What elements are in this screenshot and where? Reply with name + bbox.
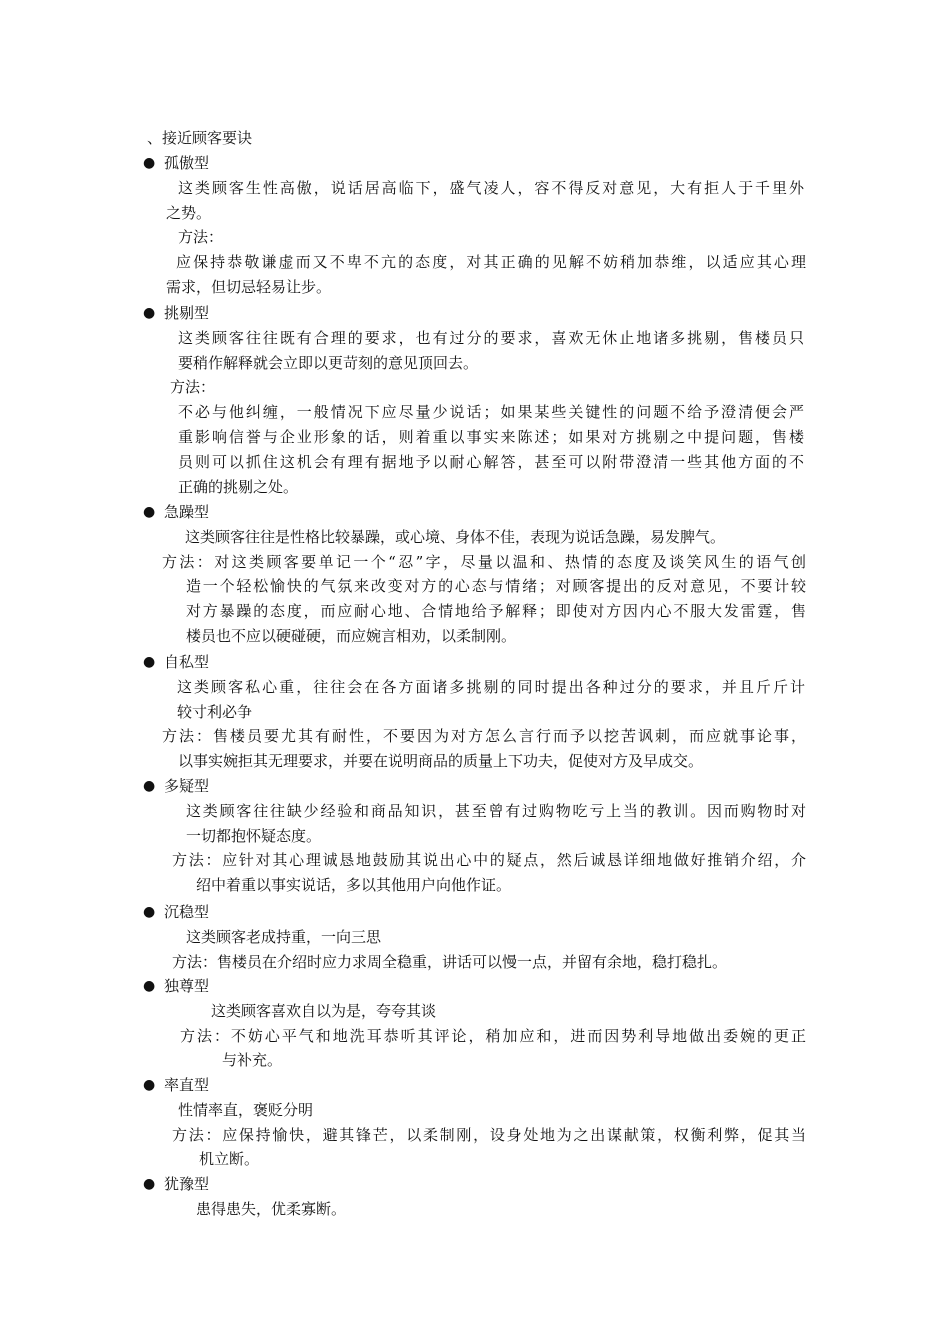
section-heading: 挑剔型 <box>164 304 210 322</box>
bullet-icon: ● <box>143 1176 156 1192</box>
section-heading: 自私型 <box>164 653 210 671</box>
body-text-line: 重影响信誉与企业形象的话，则着重以事实来陈述；如果对方挑剔之中提问题，售楼 <box>178 428 804 446</box>
body-text-line: 应保持恭敬谦虚而又不卑不亢的态度，对其正确的见解不妨稍加恭维，以适应其心理 <box>176 253 806 272</box>
body-text-line: 机立断。 <box>199 1150 260 1169</box>
body-text-line: 这类顾客老成持重，一向三思 <box>186 927 382 946</box>
body-text-line: 绍中着重以事实说话，多以其他用户向他作证。 <box>196 876 512 895</box>
section-heading: 沉稳型 <box>164 903 210 921</box>
body-text-line: 性情率直，褒贬分明 <box>178 1100 314 1119</box>
body-text-line: 一切都抱怀疑态度。 <box>186 826 322 845</box>
body-text-line: 方法：售楼员要尤其有耐性，不要因为对方怎么言行而予以挖苦讽刺，而应就事论事， <box>162 727 806 746</box>
bullet-icon: ● <box>143 904 156 920</box>
body-text-line: 患得患失，优柔寡断。 <box>196 1199 347 1218</box>
bullet-icon: ● <box>143 978 156 994</box>
document-title: 、接近顾客要诀 <box>147 129 253 147</box>
body-text-line: 对方暴躁的态度，而应耐心地、合情地给予解释；即使对方因内心不服大发雷霆，售 <box>186 602 806 621</box>
body-text-line: 较寸利必争 <box>177 702 253 721</box>
bullet-icon: ● <box>143 778 156 794</box>
body-text-line: 这类顾客喜欢自以为是，夸夸其谈 <box>211 1001 437 1020</box>
body-text-line: 员则可以抓住这机会有理有据地予以耐心解答，甚至可以附带澄清一些其他方面的不 <box>178 452 804 471</box>
body-text-line: 需求，但切忌轻易让步。 <box>166 278 332 296</box>
bullet-icon: ● <box>143 155 156 171</box>
body-text-line: 方法： <box>170 378 216 397</box>
body-text-line: 之势。 <box>166 203 212 222</box>
body-text-line: 这类顾客往往是性格比较暴躁，或心境、身体不佳，表现为说话急躁，易发脾气。 <box>185 527 726 546</box>
section-heading: 多疑型 <box>164 777 210 795</box>
body-text-line: 正确的挑剔之处。 <box>178 477 299 496</box>
body-text-line: 这类顾客私心重，往往会在各方面诸多挑剔的同时提出各种过分的要求，并且斤斤计 <box>177 677 805 696</box>
body-text-line: 与补充。 <box>222 1051 283 1070</box>
body-text-line: 造一个轻松愉快的气氛来改变对方的心态与情绪；对顾客提出的反对意见，不要计较 <box>186 577 806 596</box>
section-heading: 孤傲型 <box>164 154 210 172</box>
body-text-line: 这类顾客生性高傲，说话居高临下，盛气凌人，容不得反对意见，大有拒人于千里外 <box>178 178 804 197</box>
bullet-icon: ● <box>143 654 156 670</box>
body-text-line: 方法：应保持愉快，避其锋芒，以柔制刚，设身处地为之出谋献策，权衡利弊，促其当 <box>172 1125 806 1144</box>
body-text-line: 以事实婉拒其无理要求，并要在说明商品的质量上下功夫，促使对方及早成交。 <box>178 752 704 771</box>
body-text-line: 不必与他纠缠，一般情况下应尽量少说话；如果某些关键性的问题不给予澄清便会严 <box>178 403 804 422</box>
bullet-icon: ● <box>143 305 156 321</box>
body-text-line: 这类顾客往往既有合理的要求，也有过分的要求，喜欢无休止地诸多挑剔，售楼员只 <box>178 328 804 347</box>
section-heading: 急躁型 <box>164 503 210 521</box>
body-text-line: 方法：对这类顾客要单记一个“忍”字，尽量以温和、热情的态度及谈笑风生的语气创 <box>162 552 806 571</box>
section-heading: 独尊型 <box>164 977 210 995</box>
body-text-line: 要稍作解释就会立即以更苛刻的意见顶回去。 <box>178 353 479 372</box>
bullet-icon: ● <box>143 504 156 520</box>
body-text-line: 方法：不妨心平气和地洗耳恭听其评论，稍加应和，进而因势利导地做出委婉的更正 <box>180 1026 806 1045</box>
body-text-line: 这类顾客往往缺少经验和商品知识，甚至曾有过购物吃亏上当的教训。因而购物时对 <box>186 801 806 820</box>
body-text-line: 楼员也不应以硬碰硬，而应婉言相劝，以柔制刚。 <box>186 627 517 645</box>
section-heading: 率直型 <box>164 1076 210 1094</box>
body-text-line: 方法：应针对其心理诚恳地鼓励其说出心中的疑点，然后诚恳详细地做好推销介绍，介 <box>172 851 806 870</box>
body-text-line: 方法：售楼员在介绍时应力求周全稳重，讲话可以慢一点，并留有余地，稳打稳扎。 <box>172 952 728 971</box>
section-heading: 犹豫型 <box>164 1175 210 1193</box>
body-text-line: 方法： <box>178 228 224 247</box>
bullet-icon: ● <box>143 1077 156 1093</box>
